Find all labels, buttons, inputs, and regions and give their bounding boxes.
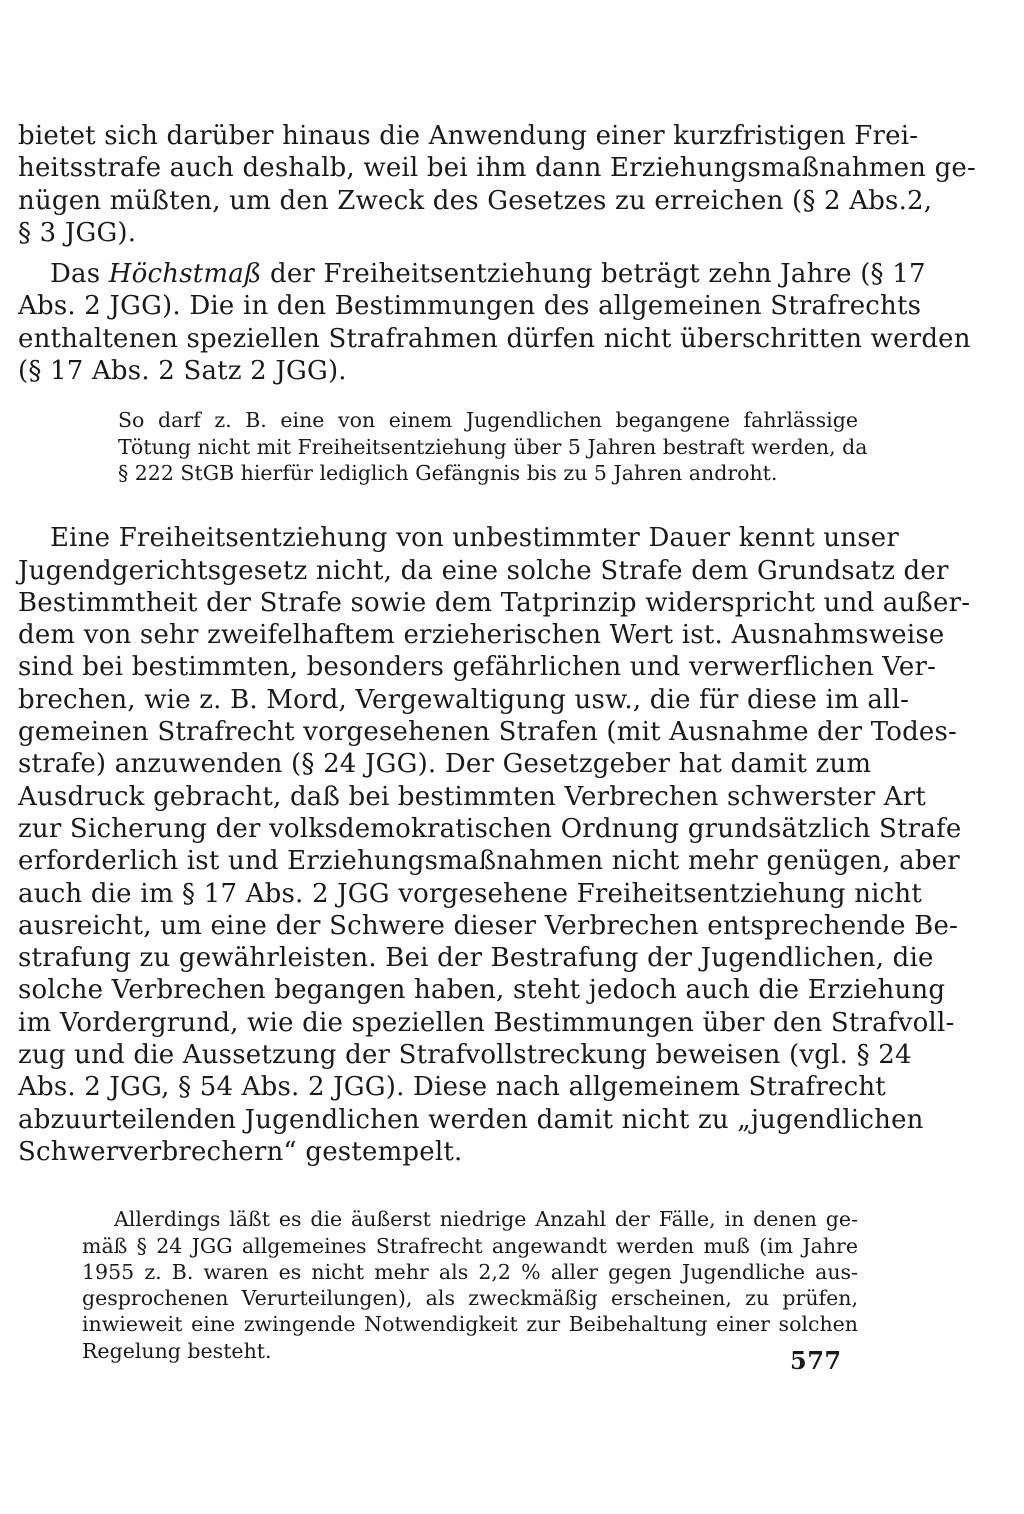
text-line: Schwerverbrechern“ gestempelt.	[18, 1136, 463, 1167]
text-line: Abs. 2 JGG, § 54 Abs. 2 JGG). Diese nach allgemeinem Strafrecht	[18, 1072, 886, 1103]
text-line: brechen, wie z. B. Mord, Vergewaltigung usw., die für diese im all-	[18, 684, 910, 715]
text-line: ausreicht, um eine der Schwere dieser Verbrechen entsprechende Be-	[18, 910, 959, 941]
text-line: sind bei bestimmten, besonders gefährlichen und verwerflichen Ver-	[18, 652, 937, 683]
text-line: auch die im § 17 Abs. 2 JGG vorgesehene Freiheitsentziehung nicht	[18, 878, 923, 909]
note-line: Allerdings läßt es die äußerst niedrige Anzahl der Fälle, in denen ge-	[114, 1207, 858, 1232]
note-line: So darf z. B. eine von einem Jugendlichen begangene fahrlässige	[118, 408, 858, 433]
text-line: strafe) anzuwenden (§ 24 JGG). Der Gesetzgeber hat damit zum	[18, 749, 872, 780]
note-line: inwieweit eine zwingende Notwendigkeit zur Beibehaltung einer solchen	[82, 1312, 858, 1337]
paragraph-2	[18, 258, 971, 387]
text-line: nügen müßten, um den Zweck des Gesetzes zu erreichen (§ 2 Abs.2,	[18, 185, 933, 216]
text-line: strafung zu gewährleisten. Bei der Bestrafung der Jugendlichen, die	[18, 943, 934, 974]
note-line: 1955 z. B. waren es nicht mehr als 2,2 % aller gegen Jugendliche aus-	[82, 1259, 858, 1284]
note-line: gesprochenen Verurteilungen), als zweckmäßig erscheinen, zu prüfen,	[82, 1286, 858, 1311]
text-line: heitsstrafe auch deshalb, weil bei ihm dann Erziehungsmaßnahmen ge-	[18, 153, 976, 184]
text-line: Eine Freiheitsentziehung von unbestimmter Dauer kennt unser	[50, 523, 900, 554]
paragraph-1	[18, 120, 976, 249]
note-line: mäß § 24 JGG allgemeines Strafrecht angewandt werden muß (im Jahre	[82, 1233, 858, 1258]
lead-prefix: Das	[50, 259, 109, 290]
page-body	[18, 110, 976, 1364]
text-line-with-emphasis	[18, 258, 926, 290]
note-1	[18, 407, 868, 486]
text-line: im Vordergrund, wie die speziellen Bestimmungen über den Strafvoll-	[18, 1007, 955, 1038]
page-number: 577	[790, 1346, 842, 1375]
text-line: Ausdruck gebracht, daß bei bestimmten Verbrechen schwerster Art	[18, 781, 927, 812]
note-line: Regelung besteht.	[82, 1338, 272, 1363]
text-line: gemeinen Strafrecht vorgesehenen Strafen (mit Ausnahme der Todes-	[18, 717, 958, 748]
text-line: enthaltenen speziellen Strafrahmen dürfen nicht überschritten werden	[18, 323, 971, 354]
text-line: abzuurteilenden Jugendlichen werden damit nicht zu „jugendlichen	[18, 1104, 924, 1135]
emphasis-hoechstmass: Höchstmaß	[108, 259, 262, 290]
text-line: Bestimmtheit der Strafe sowie dem Tatprinzip widerspricht und außer-	[18, 587, 971, 618]
text-line: zur Sicherung der volksdemokratischen Ordnung grundsätzlich Strafe	[18, 813, 962, 844]
text-line: zug und die Aussetzung der Strafvollstreckung beweisen (vgl. § 24	[18, 1040, 912, 1071]
note-2	[18, 1206, 858, 1364]
text-line: Abs. 2 JGG). Die in den Bestimmungen des allgemeinen Strafrechts	[18, 291, 922, 322]
paragraph-3	[18, 522, 971, 1168]
text-line: dem von sehr zweifelhaftem erzieherischen Wert ist. Ausnahmsweise	[18, 620, 945, 651]
text-line: (§ 17 Abs. 2 Satz 2 JGG).	[18, 356, 347, 387]
text-line: bietet sich darüber hinaus die Anwendung einer kurzfristigen Frei-	[18, 121, 919, 151]
text-line: erforderlich ist und Erziehungsmaßnahmen nicht mehr genügen, aber	[18, 846, 960, 877]
note-line: § 222 StGB hierfür lediglich Gefängnis bis zu 5 Jahren androht.	[118, 460, 778, 485]
text-line: solche Verbrechen begangen haben, steht jedoch auch die Erziehung	[18, 975, 946, 1006]
text-line: § 3 JGG).	[18, 217, 137, 248]
lead-suffix: der Freiheitsentziehung beträgt zehn Jahre (§ 17	[261, 259, 926, 290]
text-line: Jugendgerichtsgesetz nicht, da eine solche Strafe dem Grundsatz der	[18, 555, 949, 586]
note-line: Tötung nicht mit Freiheitsentziehung über 5 Jahren bestraft werden, da	[118, 434, 868, 459]
